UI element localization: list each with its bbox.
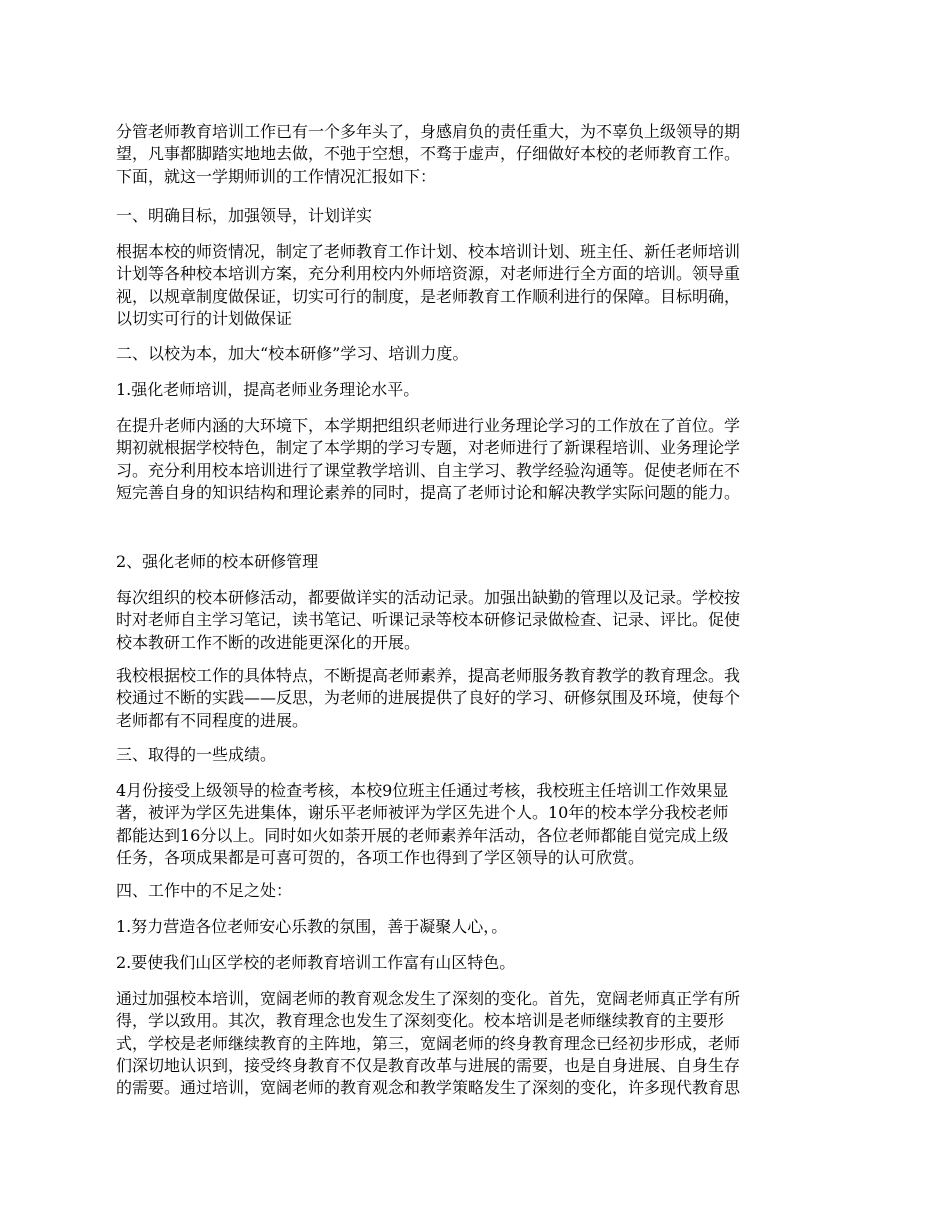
body-paragraph: 在提升老师内涵的大环境下，本学期把组织老师进行业务理论学习的工作放在了首位。学 期初就根据学校特色，制定了本学期的学习专题，对老师进行了新课程培训、业务理论学 习。充分利用校本培训进行了课堂教学培训、自主学习、教学经验沟通等。促使老师在不 短完善自身的知识结构和理论素养的同时，提高了老师讨论和解决教学实际问题的能力。 xyxy=(116,416,741,502)
subheading-2: 2、强化老师的校本研修管理 xyxy=(116,552,319,571)
section-heading-4: 四、工作中的不足之处： xyxy=(116,881,293,900)
section-heading-1: 一、明确目标，加强领导，计划详实 xyxy=(116,206,373,225)
document-page xyxy=(116,0,844,1230)
section-heading-3: 三、取得的一些成绩。 xyxy=(116,745,277,764)
section-heading-2: 二、以校为本，加大“校本研修”学习、培训力度。 xyxy=(116,344,469,363)
intro-paragraph: 分管老师教育培训工作已有一个多年头了，身感肩负的责任重大，为不辜负上级领导的期 望，凡事都脚踏实地地去做，不弛于空想，不骛于虚声，仔细做好本校的老师教育工作。 下面，就这一学期师训的工作情况汇报如下： xyxy=(116,122,741,186)
body-paragraph: 我校根据校工作的具体特点，不断提高老师素养，提高老师服务教育教学的教育理念。我 校通过不断的实践——反思，为老师的进展提供了良好的学习、研修氛围及环境，使每个 老师都有不同程度的进展。 xyxy=(116,666,741,730)
body-paragraph: 4月份接受上级领导的检查考核，本校9位班主任通过考核，我校班主任培训工作效果显 著，被评为学区先进集体，谢乐平老师被评为学区先进个人。10年的校本学分我校老师 都能达到16分以上。同时如火如荼开展的老师素养年活动，各位老师都能自觉完成上级 任务，各项成果都是可喜可贺的，各项工作也得到了学区领导的认可欣赏。 xyxy=(116,781,729,867)
body-paragraph: 通过加强校本培训，宽阔老师的教育观念发生了深刻的变化。首先，宽阔老师真正学有所 得，学以致用。其次，教育理念也发生了深刻变化。校本培训是老师继续教育的主要形 式，学校是老师继续教育的主阵地，第三，宽阔老师的终身教育理念已经初步形成，老师 们深切地认识到，接受终身教育不仅是教育改革与进展的需要，也是自身进展、自身生存 的需要。通过培训，宽阔老师的教育观念和教学策略发生了深刻的变化，许多现代教育思 xyxy=(116,989,741,1098)
body-paragraph: 根据本校的师资情况，制定了老师教育工作计划、校本培训计划、班主任、新任老师培训 计划等各种校本培训方案，充分利用校内外师培资源，对老师进行全方面的培训。领导重 视，以规章制度做保证，切实可行的制度，是老师教育工作顺利进行的保障。目标明确， 以切实可行的计划做保证 xyxy=(116,242,741,328)
subheading-1: 1.强化老师培训，提高老师业务理论水平。 xyxy=(116,380,420,399)
list-item-2: 2.要使我们山区学校的老师教育培训工作富有山区特色。 xyxy=(116,953,516,972)
list-item-1: 1.努力营造各位老师安心乐教的氛围，善于凝聚人心，。 xyxy=(116,917,508,936)
body-paragraph: 每次组织的校本研修活动，都要做详实的活动记录。加强出缺勤的管理以及记录。学校按 时对老师自主学习笔记，读书笔记、听课记录等校本研修记录做检查、记录、评比。促使 校本教研工作不断的改进能更深化的开展。 xyxy=(116,588,741,652)
